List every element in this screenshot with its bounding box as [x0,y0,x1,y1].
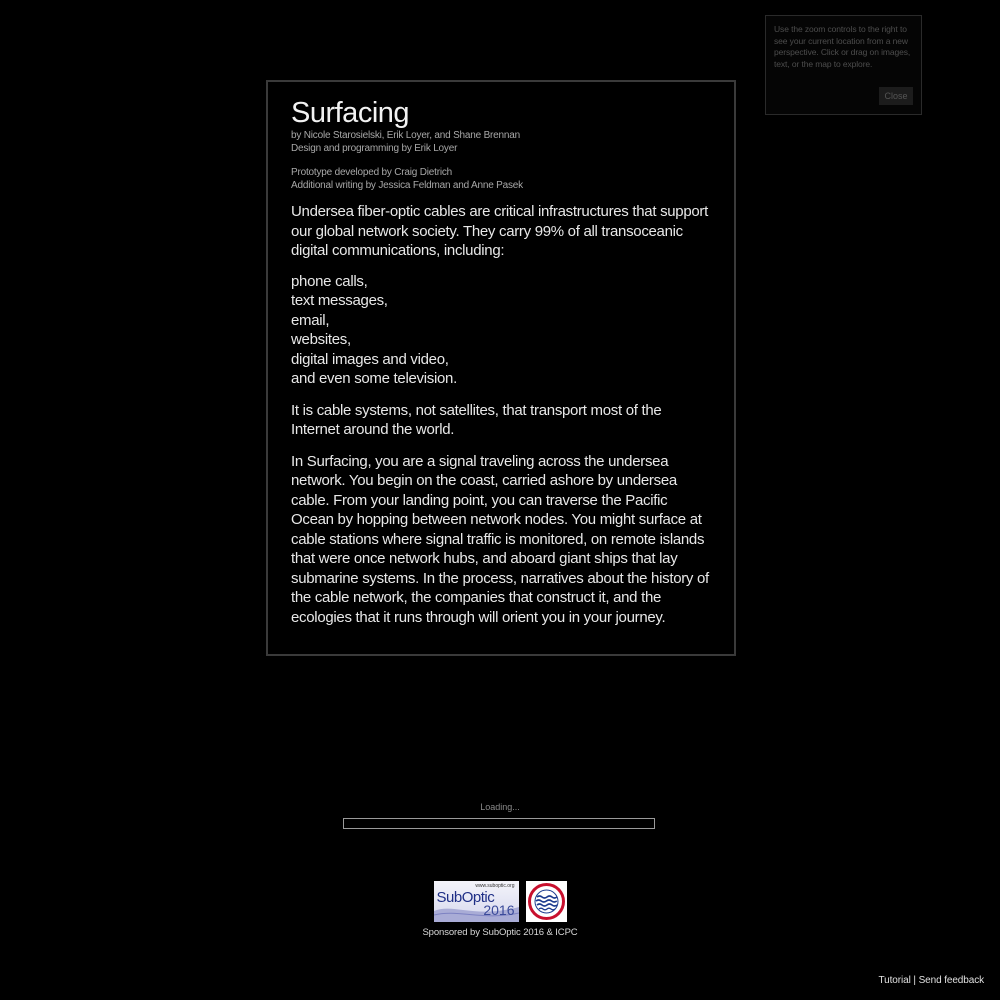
credits-design: Design and programming by Erik Loyer [291,142,458,154]
suboptic-year: 2016 [483,902,515,918]
suboptic-logo[interactable] [434,881,519,922]
list-item: email, [291,311,330,329]
suboptic-name: SubOptic [436,889,495,906]
intro-paragraph-1: Undersea fiber-optic cables are critical infrastructures that support our global network society. They carry 99% of all transoceanic digital communications, including: [291,203,708,259]
footer-links [879,975,984,986]
list-item: phone calls, [291,272,368,290]
close-button[interactable]: Close [879,87,913,105]
icpc-logo-icon [528,883,565,920]
loading-label: Loading... [480,802,520,812]
tutorial-link[interactable]: Tutorial [878,975,911,986]
intro-panel [266,80,736,656]
progress-bar [343,818,655,829]
list-item: digital images and video, [291,350,449,368]
page-title: Surfacing [291,97,410,129]
zoom-tip-dialog [765,15,922,115]
loading-indicator [343,801,657,829]
sponsors-section [400,881,600,938]
intro-paragraph-3: In Surfacing, you are a signal traveling across the undersea network. You begin on the coast, carried ashore by undersea cable. From your landing point, you can traverse the Pacific Ocean by hopping between network nodes. You might surface at cable stations where signal traffic is monitored, on remote islands that were once network hubs, and aboard giant ships that lay submarine systems. In the process, narratives about the history of the cable network, the companies that construct it, and the ecologies that it runs through will orient you in your journey. [291,452,709,626]
sponsor-logos [400,881,600,922]
send-feedback-link[interactable]: Send feedback [918,975,984,986]
credits-prototype: Prototype developed by Craig Dietrich [291,167,453,178]
suboptic-url: www.suboptic.org [475,883,515,889]
credits-block [291,130,711,155]
list-item: websites, [291,331,351,348]
footer-separator: | [910,975,919,986]
list-item: and even some television. [291,370,457,387]
communications-list [291,272,711,389]
zoom-tip-text: Use the zoom controls to the right to see your current location from a new perspective. Click or drag on images, text, or the map to explore. [774,24,911,69]
intro-paragraph-2: It is cable systems, not satellites, that transport most of the Internet around the world. [291,401,662,438]
icpc-logo[interactable] [526,881,567,922]
list-item: text messages, [291,292,388,309]
credits-writing: Additional writing by Jessica Feldman and Anne Pasek [291,179,523,191]
credits-additional [291,167,711,192]
sponsor-caption: Sponsored by SubOptic 2016 & ICPC [422,927,578,938]
credits-authors: by Nicole Starosielski, Erik Loyer, and Shane Brennan [291,130,520,141]
